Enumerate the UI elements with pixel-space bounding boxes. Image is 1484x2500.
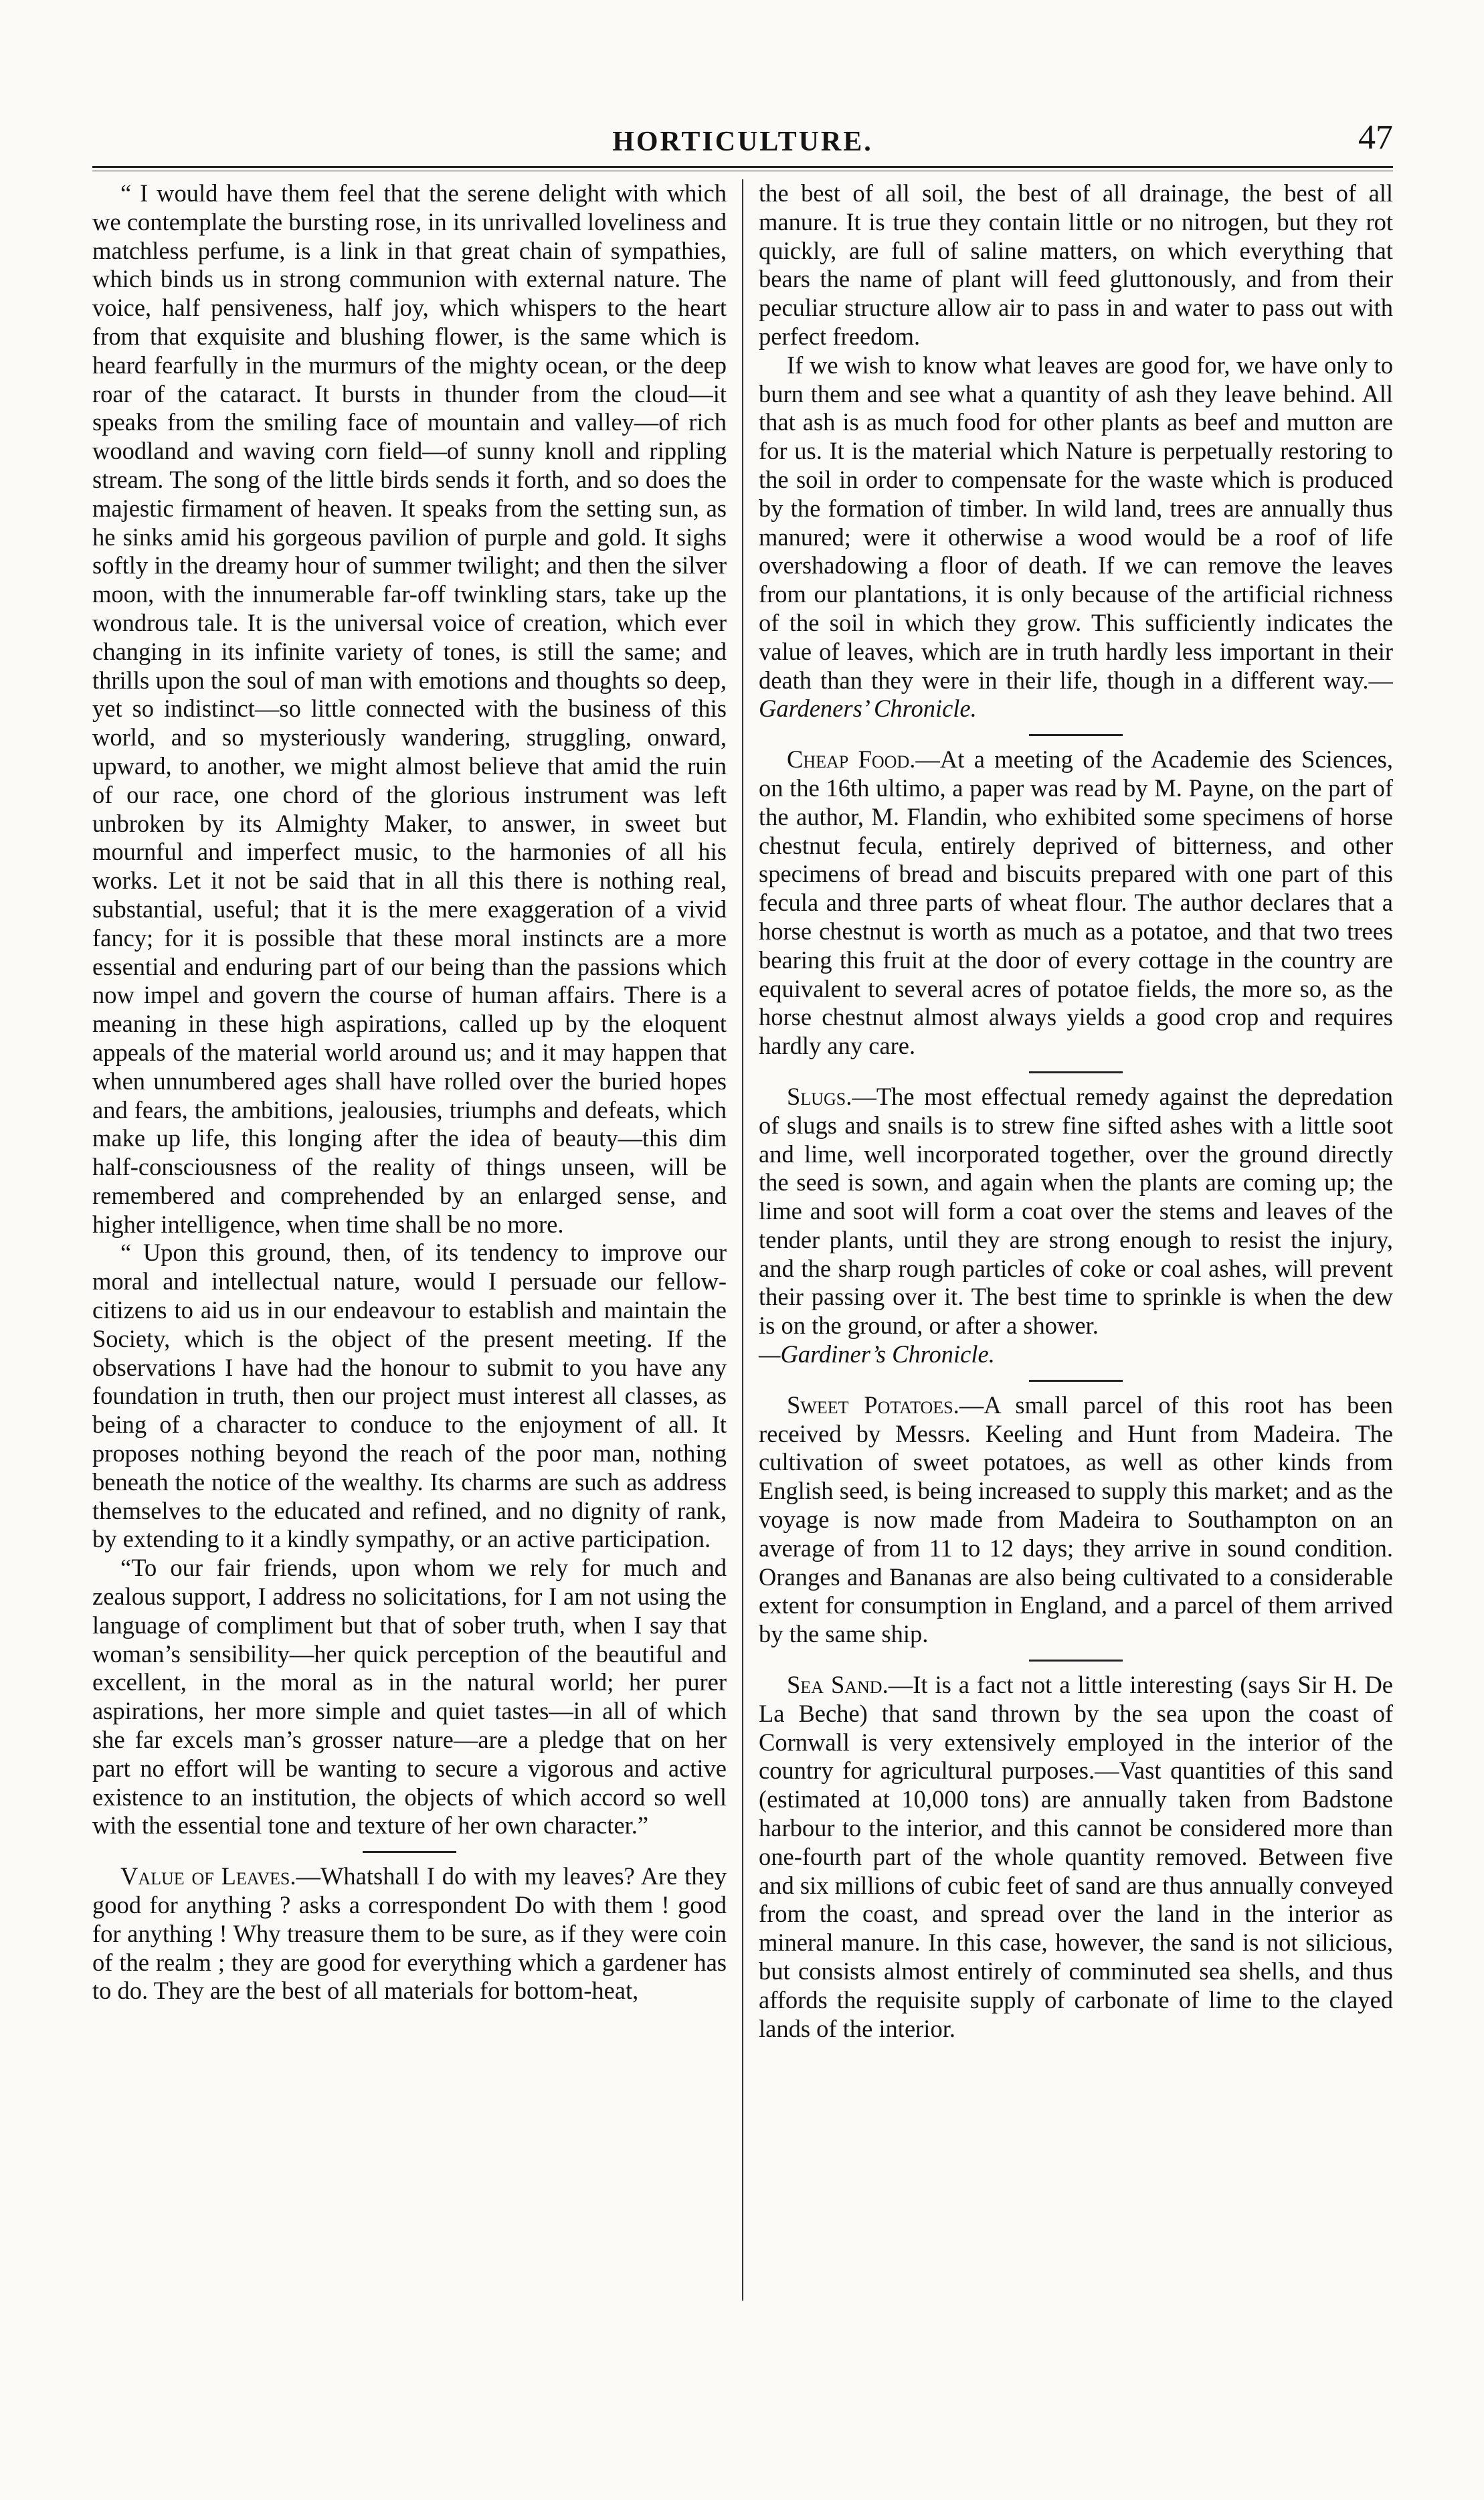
value-of-leaves-text: —Whatshall I do with my leaves? Are they good for anything ? asks a correspondent Do with them ! good for anything ! Why treasure them to be sure, as if they were coin of the realm ; they are good for everything which a gardener has to do. They are the best of all materials for bottom-heat, bbox=[92, 1862, 727, 2005]
value-of-leaves-paragraph-2-text: If we wish to know what leaves are good for, we have only to burn them and see what a quantity of ash they leave behind. All that ash is as much food for other plants as beef and mutton are for us. It is the material which Nature is perpetually restoring to the soil in order to compensate for the waste which is produced by the formation of timber. In wild land, trees are annually thus manured; were it otherwise a wood would be a roof of life overshadowing a floor of death. If we can remove the leaves from our plantations, it is only because of the artificial richness of the soil in which they grow. This sufficiently indicates the value of leaves, which are in truth hardly less important in their death than they were in their life, though in a different way.— bbox=[759, 351, 1393, 694]
page-number: 47 bbox=[1358, 118, 1393, 157]
speech-paragraph-3: “To our fair friends, upon whom we rely for much and zealous support, I address no solicitations, for I am not using the language of compliment but that of sober truth, when I say that woman’s sensibility—her quick perception of the beautiful and excellent, in the moral as in the natural world; her purer aspirations, her more simple and quiet tastes—in all of which she far excels man’s grosser nature—are a pledge that on her part no effort will be wanting to secure a vigorous and active existence to an institution, the objects of which accord so well with the essential tone and texture of her own character.” bbox=[92, 1554, 727, 1840]
section-rule bbox=[363, 1851, 456, 1853]
section-rule bbox=[1029, 1071, 1123, 1073]
sweet-potatoes-article bbox=[759, 1391, 1393, 1649]
cheap-food-text: —At a meeting of the Academie des Sciences, on the 16th ultimo, a paper was read by M. Payne, on the part of the author, M. Flandin, who exhibited some specimens of horse chestnut fecula, entirely deprived of bitterness, and other specimens of bread and biscuits prepared with one part of this fecula and three parts of wheat flour. The author declares that a horse chestnut is worth as much as a potatoe, and that two trees bearing this fruit at the door of every cottage in the country are equivalent to several acres of potatoe fields, the more so, as the horse chestnut almost always yields a good crop and requires hardly any care. bbox=[759, 745, 1393, 1060]
sweet-potatoes-heading: Sweet Potatoes. bbox=[787, 1391, 959, 1419]
sweet-potatoes-text: —A small parcel of this root has been received by Messrs. Keeling and Hunt from Madeira. The cultivation of sweet potatoes, as well as other kinds from English seed, is being increased to supply this market; and as the voyage is now made from Madeira to Southampton on an average of from 11 to 12 days; they arrive in sound condition. Oranges and Bananas are also being cultivated to a considerable extent for consumption in England, and a parcel of them arrived by the same ship. bbox=[759, 1391, 1393, 1648]
value-of-leaves-source: Gardeners’ Chronicle. bbox=[759, 695, 977, 723]
value-of-leaves-paragraph-2 bbox=[759, 351, 1393, 723]
value-of-leaves-heading: Value of Leaves. bbox=[120, 1862, 296, 1890]
speech-paragraph-1: “ I would have them feel that the serene delight with which we contemplate the bursting rose, in its unrivalled loveliness and matchless perfume, is a link in that great chain of sympathies, which binds us in strong communion with external nature. The voice, half pensiveness, half joy, which whispers to the heart from that exquisite and blushing flower, is the same which is heard fearfully in the murmurs of the mighty ocean, or the deep roar of the cataract. It bursts in thunder from the cloud—it speaks from the smiling face of mountain and valley—of rich woodland and waving corn field—of sunny knoll and rippling stream. The song of the little birds sends it forth, and so does the majestic firmament of heaven. It speaks from the setting sun, as he sinks amid his gorgeous pavilion of purple and gold. It sighs softly in the dreamy hour of summer twilight; and then the silver moon, with the innumerable far-off twinkling stars, take up the wondrous tale. It is the universal voice of creation, which ever changing in its infinite variety of tones, is still the same; and thrills upon the soul of man with emotions and thoughts so deep, yet so indistinct—so little connected with the business of this world, and so mysteriously wandering, struggling, onward, upward, to another, we might almost believe that amid the ruin of our race, one chord of the glorious instrument was left unbroken by its Almighty Maker, to answer, in sweet but mournful and imperfect music, to the harmonies of all his works. Let it not be said that in all this there is nothing real, substantial, useful; that it is the mere exaggeration of a vivid fancy; for it is possible that these moral instincts are a more essential and enduring part of our being than the passions which now impel and govern the course of human affairs. There is a meaning in these high aspirations, called up by the eloquent appeals of the material world around us; and it may happen that when unnumbered ages shall have rolled over the buried hopes and fears, the ambitions, jealousies, triumphs and defeats, which make up life, this longing after the idea of beauty—this dim half-consciousness of the reality of things unseen, will be remembered and comprehended by an enlarged sense, and higher intelligence, when time shall be no more. bbox=[92, 179, 727, 1238]
cheap-food-heading: Cheap Food. bbox=[787, 745, 916, 774]
header-rule bbox=[92, 166, 1393, 168]
section-rule bbox=[1029, 734, 1123, 736]
value-of-leaves-article bbox=[92, 1862, 727, 2005]
slugs-article bbox=[759, 1083, 1393, 1369]
section-rule bbox=[1029, 1660, 1123, 1662]
article-columns bbox=[92, 179, 1393, 2301]
cheap-food-article bbox=[759, 745, 1393, 1061]
right-column bbox=[752, 179, 1393, 2301]
slugs-heading: Slugs. bbox=[787, 1082, 852, 1110]
page-header bbox=[92, 114, 1393, 161]
sea-sand-text: —It is a fact not a little interesting (says Sir H. De La Beche) that sand thrown by the sea upon the coast of Cornwall is very extensively employed in the interior of the country for agricultural purposes.—Vast quantities of this sand (estimated at 10,000 tons) are annually taken from Badstone harbour to the interior, and this cannot be considered more than one-fourth part of the whole quantity removed. Between five and six millions of cubic feet of sand are thus annually conveyed from the coast, and spread over the land in the interior as mineral manure. In this case, however, the sand is not silicious, but consists almost entirely of comminuted sea shells, and thus affords the requisite supply of carbonate of lime to the clayed lands of the interior. bbox=[759, 1671, 1393, 2042]
sea-sand-heading: Sea Sand. bbox=[787, 1671, 889, 1699]
left-column bbox=[92, 179, 733, 2301]
section-rule bbox=[1029, 1380, 1123, 1382]
sea-sand-article bbox=[759, 1671, 1393, 2043]
slugs-source: —Gardiner’s Chronicle. bbox=[759, 1340, 995, 1368]
column-divider bbox=[742, 179, 743, 2301]
slugs-text: —The most effectual remedy against the depredation of slugs and snails is to strew fine sifted ashes with a little soot and lime, well incorporated together, over the ground directly the seed is sown, and again when the plants are coming up; the lime and soot will form a coat over the stems and leaves of the tender plants, until they are strong enough to resist the injury, and the sharp rough particles of coke or coal ashes, will prevent their passing over it. The best time to sprinkle is when the dew is on the ground, or after a shower. bbox=[759, 1082, 1393, 1340]
running-title: HORTICULTURE. bbox=[612, 126, 873, 157]
value-of-leaves-continued: the best of all soil, the best of all drainage, the best of all manure. It is true they contain little or no nitrogen, but they rot quickly, are full of saline matters, on which everything that bears the name of plant will feed gluttonously, and from their peculiar structure allow air to pass in and water to pass out with perfect freedom. bbox=[759, 179, 1393, 350]
speech-paragraph-2: “ Upon this ground, then, of its tendency to improve our moral and intellectual nature, would I persuade our fellow-citizens to aid us in our endeavour to establish and maintain the Society, which is the object of the present meeting. If the observations I have had the honour to submit to you have any foundation in truth, then our project must interest all classes, as being of a character to conduce to the enjoyment of all. It proposes nothing beyond the reach of the poor man, nothing beneath the notice of the wealthy. Its charms are such as address themselves to the educated and refined, and no dignity of rank, by extending to it a kindly sympathy, or an active participation. bbox=[92, 1239, 727, 1553]
